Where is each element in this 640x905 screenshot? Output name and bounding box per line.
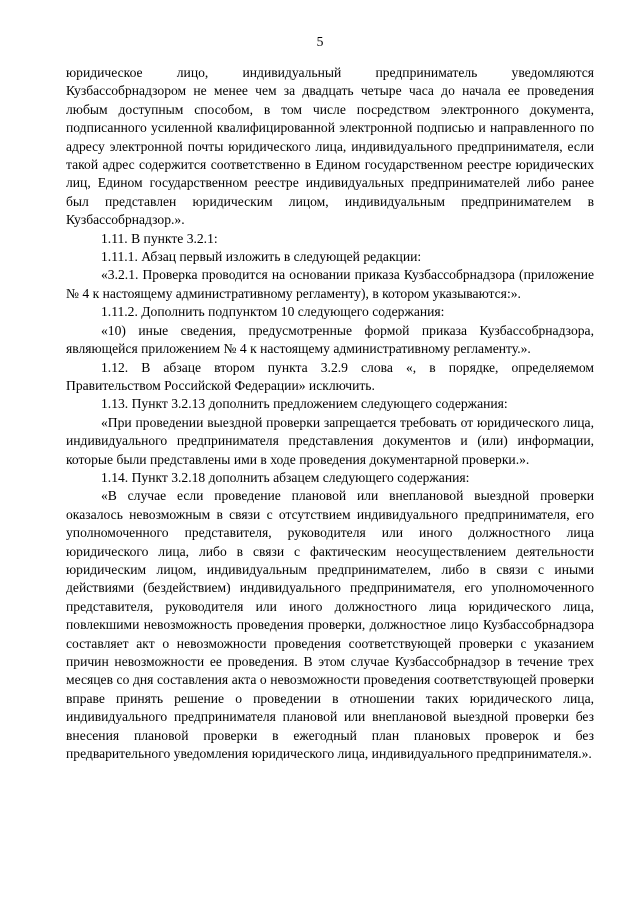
paragraph-quote-3-2-1: «3.2.1. Проверка проводится на основании приказа Кузбассобрнадзора (приложение № 4 к настоящему административному регламенту), в котором указываются:». (66, 267, 594, 301)
paragraph-item-1-14: 1.14. Пункт 3.2.18 дополнить абзацем следующего содержания: (101, 469, 470, 485)
paragraph-quote-3-2-18: «В случае если проведение плановой или внеплановой выездной проверки оказалось невозможным в связи с отсутствием индивидуального предпринимателя, его уполномоченного представителя, руководителя или иного должностного лица юридического лица, либо в связи с фактическим неосуществлением деятельности юридическим лицом, индивидуальным предпринимателем, либо в связи с иными действиями (бездействием) индивидуального предпринимателя, его уполномоченного представителя, руководителя или иного должностного лица юридического лица, повлекшими невозможность проведения проверки, должностное лицо Кузбассобрнадзора составляет акт о невозможности проведения соответствующей проверки с указанием причин невозможности ее проведения. В этом случае Кузбассобрнадзор в течение трех месяцев со дня составления акта о невозможности проведения соответствующей проверки вправе принять решение о проведении в отношении таких юридического лица, индивидуального предпринимателя плановой или внеплановой выездной проверки без внесения плановой проверки в ежегодный план плановых проверок и без предварительного уведомления юридического лица, индивидуального предпринимателя.». (66, 488, 594, 762)
paragraph-item-1-11-2: 1.11.2. Дополнить подпунктом 10 следующего содержания: (101, 304, 445, 320)
paragraph-item-1-12: 1.12. В абзаце втором пункта 3.2.9 слова «, в порядке, определяемом Правительством Российской Федерации» исключить. (66, 359, 594, 393)
paragraph-item-1-11-1: 1.11.1. Абзац первый изложить в следующей редакции: (101, 249, 422, 265)
page-number: 5 (316, 34, 324, 49)
paragraph-quote-subpoint-10: «10) иные сведения, предусмотренные формой приказа Кузбассобрнадзора, являющейся приложением № 4 к настоящему административному регламенту.». (66, 322, 594, 357)
paragraph-quote-3-2-13: «При проведении выездной проверки запрещается требовать от юридического лица, индивидуального предпринимателя представления документов и (или) информации, которые были представлены ими в ходе проведения документарной проверки.». (66, 414, 594, 467)
paragraph-item-1-11: 1.11. В пункте 3.2.1: (101, 230, 218, 246)
document-body (66, 64, 594, 763)
paragraph-continuation: юридическое лицо, индивидуальный предприниматель уведомляются Кузбассобрнадзором не менее чем за двадцать четыре часа до начала ее проведения любым доступным способом, в том числе посредством электронного документа, подписанного усиленной квалифицированной электронной подписью и направленного по адресу электронной почты юридического лица, индивидуального предпринимателя, если такой адрес содержится соответственно в Едином государственном реестре юридических лиц, Едином государственном реестре индивидуальных предпринимателей либо ранее был представлен юридическим лицом, индивидуальным предпринимателем в Кузбассобрнадзор.». (66, 65, 594, 228)
paragraph-item-1-13: 1.13. Пункт 3.2.13 дополнить предложением следующего содержания: (101, 396, 508, 412)
